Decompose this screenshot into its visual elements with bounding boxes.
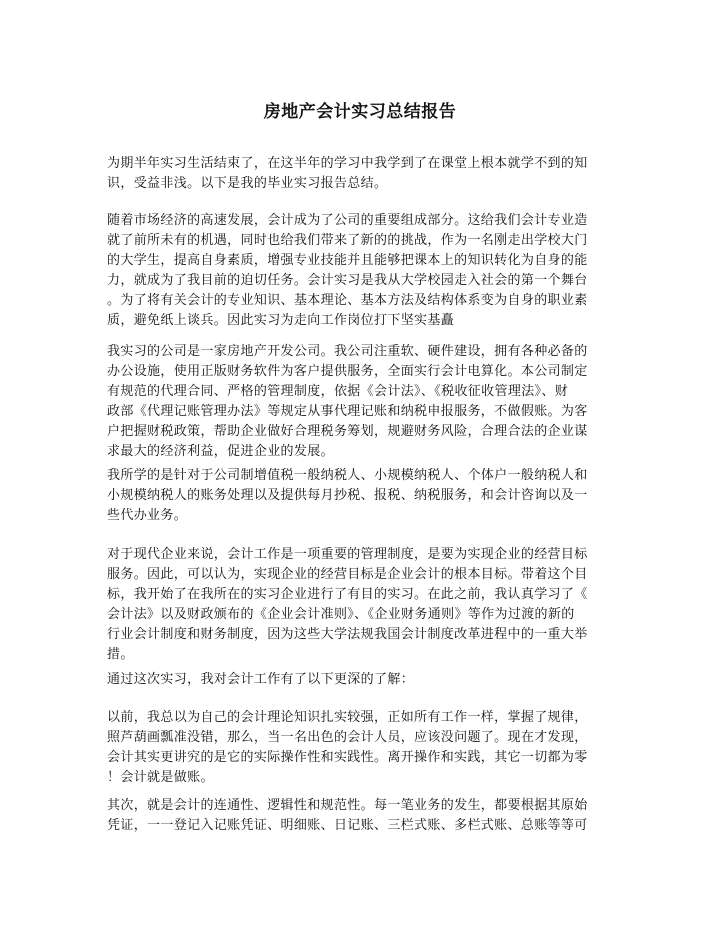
- paragraph-line: ！会计就是做账。: [107, 770, 214, 785]
- paragraph-understanding: [107, 670, 617, 690]
- paragraph-line: 求最大的经济利益，促进企业的发展。: [107, 444, 334, 459]
- paragraph-line: 有规范的代理合同、严格的管理制度，依据《会计法》、《税收征收管理法》、财: [107, 384, 569, 399]
- paragraph-line: 为期半年实习生活结束了，在这半年的学习中我学到了在课堂上根本就学不到的知: [107, 156, 588, 171]
- paragraph-line: 对于现代企业来说，会计工作是一项重要的管理制度，是要为实现企业的经营目标: [107, 547, 588, 562]
- paragraph-line: 以前，我总以为自己的会计理论知识扎实较强，正如所有工作一样，掌握了规律，: [107, 710, 588, 725]
- paragraph-logic: [107, 796, 617, 836]
- paragraph-line: 政部《代理记账管理办法》等规定从事代理记账和纳税申报服务，不做假账。为客: [107, 404, 588, 419]
- paragraph-company: [107, 342, 617, 462]
- paragraph-line: 我实习的公司是一家房地产开发公司。我公司注重软、硬件建设，拥有各种必备的: [107, 344, 588, 359]
- paragraph-line: 随着市场经济的高速发展，会计成为了公司的重要组成部分。这给我们会计专业造: [107, 213, 588, 228]
- paragraph-line: 服务。因此，可以认为，实现企业的经营目标是企业会计的根本目标。带着这个目: [107, 567, 588, 582]
- paragraph-line: 其次，就是会计的连通性、逻辑性和规范性。每一笔业务的发生，都要根据其原始: [107, 798, 588, 813]
- paragraph-line: 标，我开始了在我所在的实习企业进行了有目的实习。在此之前，我认真学习了《: [107, 587, 588, 602]
- paragraph-practice: [107, 708, 617, 788]
- paragraph-line: 。为了将有关会计的专业知识、基本理论、基本方法及结构体系变为自身的职业素: [107, 293, 588, 308]
- paragraph-management: [107, 545, 617, 665]
- paragraph-intro: [107, 154, 617, 194]
- paragraph-line: 会计其实更讲究的是它的实际操作性和实践性。离开操作和实践，其它一切都为零: [107, 750, 588, 765]
- paragraph-line: 质，避免纸上谈兵。因此实习为走向工作岗位打下坚实基矗: [107, 313, 455, 328]
- paragraph-line: 照芦葫画瓢准没错，那么，当一名出色的会计人员，应该没问题了。现在才发现，: [107, 730, 588, 745]
- paragraph-line: 行业会计制度和财务制度，因为这些大学法规我国会计制度改革进程中的一重大举: [107, 627, 588, 642]
- paragraph-line: 小规模纳税人的账务处理以及提供每月抄税、报税、纳税服务，和会计咨询以及一: [107, 488, 588, 503]
- paragraph-line: 力，就成为了我目前的迫切任务。会计实习是我从大学校园走入社会的第一个舞台: [107, 273, 588, 288]
- paragraph-line: 些代办业务。: [107, 508, 188, 523]
- paragraph-learned: [107, 466, 617, 526]
- paragraph-line: 措。: [107, 647, 134, 662]
- paragraph-market: [107, 211, 617, 331]
- paragraph-line: 凭证，一一登记入记账凭证、明细账、日记账、三栏式账、多栏式账、总账等等可: [107, 818, 588, 833]
- paragraph-line: 我所学的是针对于公司制增值税一般纳税人、小规模纳税人、个体户一般纳税人和: [107, 468, 588, 483]
- paragraph-line: 通过这次实习，我对会计工作有了以下更深的了解：: [107, 672, 415, 687]
- paragraph-line: 就了前所未有的机遇，同时也给我们带来了新的的挑战，作为一名刚走出学校大门: [107, 233, 588, 248]
- paragraph-line: 户把握财税政策，帮助企业做好合理税务筹划，规避财务风险，合理合法的企业谋: [107, 424, 588, 439]
- paragraph-line: 办公设施，使用正版财务软件为客户提供服务，全面实行会计电算化。本公司制定: [107, 364, 588, 379]
- paragraph-line: 会计法》以及财政颁布的《企业会计准则》、《企业财务通则》等作为过渡的新的: [107, 607, 575, 622]
- paragraph-line: 的大学生，提高自身素质，增强专业技能并且能够把课本上的知识转化为自身的能: [107, 253, 588, 268]
- paragraph-line: 识，受益非浅。以下是我的毕业实习报告总结。: [107, 176, 388, 191]
- document-title: 房地产会计实习总结报告: [263, 102, 457, 122]
